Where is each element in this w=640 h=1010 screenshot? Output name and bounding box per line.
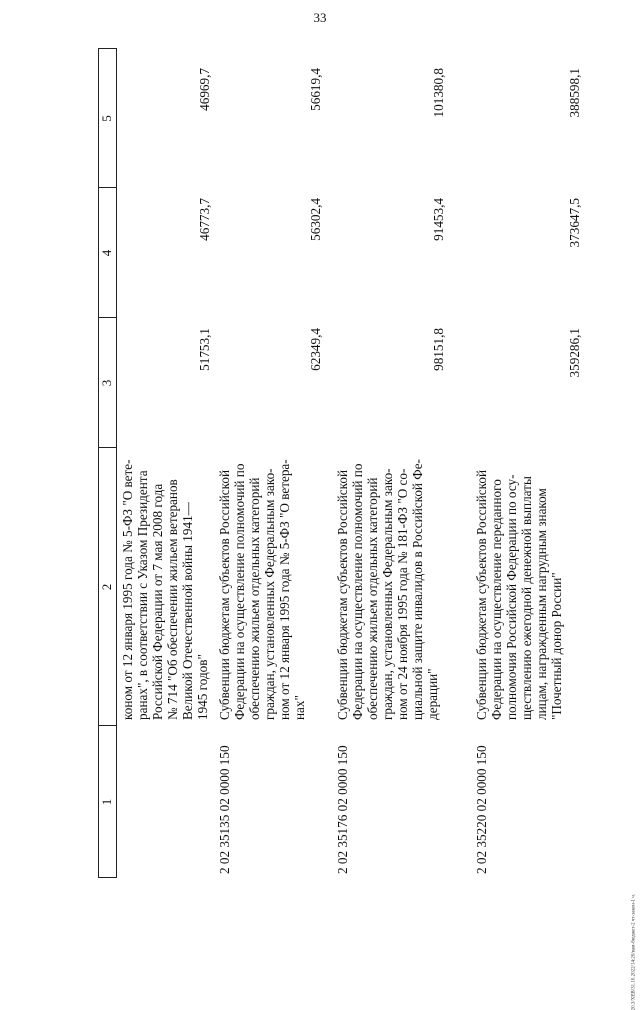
row-4-line: лицам, награжденным нагрудным знаком <box>534 488 549 720</box>
row-4-line: ществлению ежегодной денежной выплаты <box>519 476 534 720</box>
row-4-line: полномочия Российской Федерации по осу- <box>504 474 519 720</box>
row-3-line: Федерации на осуществление полномочий по <box>350 463 365 720</box>
row-1-line: 1945 годов" <box>195 654 210 720</box>
row-1-col-5: 46969,7 <box>197 68 212 111</box>
row-2-code: 2 02 35135 02 0000 150 <box>217 745 232 874</box>
row-4-line: "Почетный донор России" <box>549 572 564 720</box>
row-1-col-3: 51753,1 <box>197 328 212 371</box>
row-4-code: 2 02 35220 02 0000 150 <box>474 745 489 874</box>
row-3-code: 2 02 35176 02 0000 150 <box>335 745 350 874</box>
row-4-line: Федерации на осуществление переданного <box>489 479 504 720</box>
row-1-line: Великой Отечественной войны 1941— <box>180 502 195 720</box>
row-3-line: обеспечению жильем отдельных категорий <box>365 477 380 720</box>
row-3-col-3: 98151,8 <box>431 328 446 371</box>
row-1-line: № 714 "Об обеспечении жильем ветеранов <box>165 479 180 720</box>
row-2-col-4: 56302,4 <box>308 198 323 241</box>
table-row <box>474 452 564 720</box>
row-4-col-5: 388598,1 <box>567 68 582 118</box>
header-bottom-border <box>116 48 117 878</box>
table-row <box>120 452 210 720</box>
row-2-line: обеспечению жильем отдельных категорий <box>247 477 262 720</box>
header-col-1: 1 <box>99 798 114 806</box>
table-row <box>335 452 440 720</box>
row-3-line: Субвенции бюджетам субъектов Российской <box>335 469 350 720</box>
row-3-line: дерации" <box>425 668 440 720</box>
row-2-line: Субвенции бюджетам субъектов Российской <box>217 469 232 720</box>
row-2-line: Федерации на осуществление полномочий по <box>232 463 247 720</box>
row-3-col-4: 91453,4 <box>431 198 446 241</box>
row-3-col-5: 101380,8 <box>431 68 446 118</box>
row-4-col-4: 373647,5 <box>567 198 582 248</box>
row-1-line: ранах", в соответствии с Указом Президента <box>135 470 150 720</box>
row-4-col-3: 359286,1 <box>567 328 582 378</box>
row-1-line: Российской Федерации от 7 мая 2008 года <box>150 483 165 720</box>
row-2-line: ном от 12 января 1995 года № 5-ФЗ "О ветера- <box>277 459 292 720</box>
row-2-line: нах" <box>292 695 307 720</box>
budget-table <box>98 48 623 878</box>
table-row <box>217 452 307 720</box>
header-col-5: 5 <box>99 115 114 122</box>
row-2-line: граждан, установленных Федеральным зако- <box>262 468 277 720</box>
page-number: 33 <box>313 10 327 25</box>
header-col-2: 2 <box>99 583 114 591</box>
row-1-line: коном от 12 января 1995 года № 5-ФЗ "О вете- <box>120 459 135 720</box>
header-col-3: 3 <box>99 379 114 387</box>
row-3-line: циальной защите инвалидов в Российской Фе- <box>410 459 425 720</box>
row-1-col-4: 46773,7 <box>197 198 212 241</box>
side-note: 20.3/XEB/31.10.2022/14:20/вам-бюджет-2 чт-закон-1 ч. <box>631 894 636 1010</box>
row-4-line: Субвенции бюджетам субъектов Российской <box>474 469 489 720</box>
header-col-4: 4 <box>99 249 114 257</box>
row-2-col-5: 56619,4 <box>308 68 323 111</box>
row-2-col-3: 62349,4 <box>308 328 323 371</box>
row-3-line: ном от 24 ноября 1995 года № 181-ФЗ "О со- <box>395 468 410 720</box>
row-3-line: граждан, установленных Федеральным зако- <box>380 468 395 720</box>
